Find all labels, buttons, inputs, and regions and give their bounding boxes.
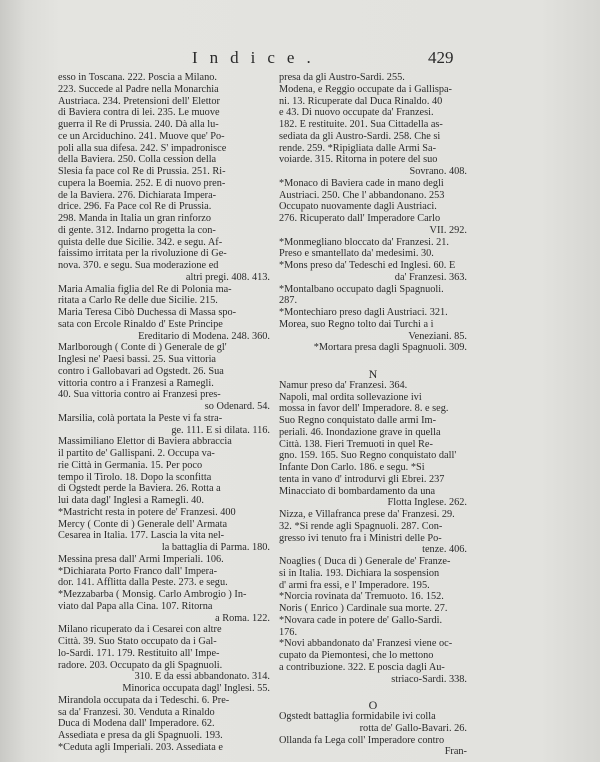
index-entry-line: la battaglia di Parma. 180. bbox=[161, 542, 270, 553]
index-entry-line: *Norcia rovinata da' Tremuoto. 16. 152. bbox=[279, 591, 444, 603]
index-entry-line: Massimiliano Elettor di Baviera abbraccia bbox=[58, 436, 232, 448]
index-entry-line: di Baviera contra di lei. 235. Le muove bbox=[58, 107, 220, 119]
index-entry-line: striaco-Sardi. 338. bbox=[391, 673, 467, 685]
index-entry-line: Milano ricuperato da i Cesarei con altre bbox=[58, 624, 222, 636]
index-entry-line: drice. 296. Fa Pace col Re di Prussia. bbox=[58, 201, 212, 213]
index-entry-line: Ereditario di Modena. 248. 360. bbox=[138, 330, 270, 342]
index-entry-line: radore. 203. Occupato da gli Spagnuoli. bbox=[58, 659, 223, 671]
index-entry-line: 287. bbox=[279, 295, 298, 307]
index-entry-line: mossa in favor dell' Imperadore. 8. e seg. bbox=[279, 403, 449, 415]
index-entry-line: 298. Manda in Italia un gran rinforzo bbox=[58, 213, 211, 224]
index-entry-line: Noaglies ( Duca di ) Generale de' Franze- bbox=[279, 556, 451, 567]
index-entry-line: il partito de' Gallispani. 2. Occupa va- bbox=[58, 448, 215, 459]
index-entry-line: *Monmegliano bloccato da' Franzesi. 21. bbox=[279, 236, 449, 248]
index-entry-line: Morea, suo Regno tolto dai Turchi a i bbox=[279, 318, 434, 330]
index-entry-line: *Ceduta agli Imperiali. 203. Assediata e bbox=[58, 741, 223, 753]
index-entry-line: *Montalbano occupato dagli Spagnuoli. bbox=[279, 283, 444, 295]
index-entry-line: Occupato nuovamente dagli Austriaci. bbox=[279, 201, 437, 213]
index-entry-line: ge. 111. E si dilata. 116. bbox=[171, 424, 270, 436]
index-entry-line: da' Franzesi. 363. bbox=[394, 271, 467, 283]
index-entry-line: so Odenard. 54. bbox=[204, 401, 270, 412]
index-entry-line: Ogstedt battaglia formidabile ivi colla bbox=[279, 711, 436, 722]
index-entry-line: Flotta Inglese. 262. bbox=[387, 497, 467, 509]
index-entry-line: *Novara cade in potere de' Gallo-Sardi. bbox=[279, 614, 443, 626]
index-entry-line: Austriaca. 234. Pretensioni dell' Elettor bbox=[58, 95, 220, 107]
index-column-right bbox=[279, 72, 467, 758]
index-entry-line: periali. 46. Inondazione grave in quella bbox=[279, 426, 441, 438]
index-entry-line: 223. Succede al Padre nella Monarchia bbox=[58, 83, 219, 95]
index-entry-line: sa da' Franzesi. 30. Venduta a Rinaldo bbox=[58, 706, 215, 718]
index-entry-line: Duca di Modena dall' Imperadore. 62. bbox=[58, 718, 215, 730]
index-entry-line: a Roma. 122. bbox=[215, 612, 270, 624]
index-entry-line: Fran- bbox=[444, 746, 467, 758]
index-entry-line: gresso ivi tenuto fra i Ministri delle Po- bbox=[279, 532, 442, 544]
index-entry-line: Città. 138. Fieri Tremuoti in quel Re- bbox=[279, 438, 433, 450]
index-entry-line: e 43. Di nuovo occupate da' Franzesi. bbox=[279, 107, 434, 119]
index-entry-line: lo-Sardi. 171. 179. Restituito all' Impe- bbox=[58, 647, 220, 659]
index-entry-line: Veneziani. 85. bbox=[408, 330, 467, 342]
index-entry-line: Namur preso da' Franzesi. 364. bbox=[279, 379, 408, 391]
index-entry-line: *Monaco di Baviera cade in mano degli bbox=[279, 177, 444, 189]
index-entry-line: 176. bbox=[279, 626, 298, 638]
index-entry-line: gno. 159. 165. Suo Regno conquistato dall' bbox=[279, 450, 457, 462]
index-entry-line: 182. E restituite. 201. Sua Cittadella as- bbox=[279, 119, 443, 130]
index-entry-line: di Ogstedt perde la Baviera. 26. Rotta a bbox=[58, 483, 221, 495]
index-entry-line: rotta de' Gallo-Bavari. 26. bbox=[359, 722, 467, 734]
index-entry-line: Assediata e presa da gli Spagnuoli. 193. bbox=[58, 730, 223, 741]
index-entry-line: della Baviera. 250. Colla cession della bbox=[58, 154, 217, 166]
index-entry-line: faissimo irritata per la rivoluzione di Ge- bbox=[58, 248, 227, 260]
index-entry-line: 310. E da essi abbandonato. 314. bbox=[134, 671, 270, 683]
index-entry-line: VII. 292. bbox=[429, 224, 467, 236]
index-entry-line: Suo Regno conquistato dalle armi Im- bbox=[279, 415, 436, 426]
index-entry-line: Marlborough ( Conte di ) Generale de gl' bbox=[58, 342, 227, 354]
index-entry-line: Inglesi ne' Paesi bassi. 25. Sua vittoria bbox=[58, 354, 217, 365]
index-entry-line: Modena, e Reggio occupate da i Gallispa- bbox=[279, 83, 452, 95]
index-entry-line: Mirandola occupata da i Tedeschi. 6. Pre- bbox=[58, 694, 230, 706]
index-entry-line: sata con Ercole Rinaldo d' Este Principe bbox=[58, 318, 223, 330]
index-entry-line: Sovrano. 408. bbox=[409, 166, 467, 177]
index-entry-line: 32. *Si rende agli Spagnuoli. 287. Con- bbox=[279, 520, 443, 532]
index-entry-line: voiarde. 315. Ritorna in potere del suo bbox=[279, 154, 438, 166]
index-entry-line: tempo il Tirolo. 18. Dopo la sconfitta bbox=[58, 471, 212, 483]
index-entry-line: cupato da Piemontesi, che lo mettono bbox=[279, 650, 434, 661]
index-entry-line: poli alla sua difesa. 242. S' impadronisce bbox=[58, 142, 227, 154]
index-column-left bbox=[58, 72, 270, 754]
index-entry-line: *Montechiaro preso dagli Austriaci. 321. bbox=[279, 307, 448, 318]
index-entry-line: *Mons preso da' Tedeschi ed Inglesi. 60. E bbox=[279, 260, 456, 271]
index-entry-line: presa da gli Austro-Sardi. 255. bbox=[279, 72, 405, 83]
index-entry-line: viato dal Papa alla Cina. 107. Ritorna bbox=[58, 600, 213, 612]
index-entry-line: Ollanda fa Lega coll' Imperadore contro bbox=[279, 734, 445, 746]
index-entry-line: nova. 370. e segu. Sua moderazione ed bbox=[58, 260, 219, 271]
index-entry-line: ritata a Carlo Re delle due Sicilie. 215. bbox=[58, 295, 218, 307]
page-number: 429 bbox=[428, 48, 454, 67]
index-entry-line: a contribuzione. 322. E poscia dagli Au- bbox=[279, 661, 445, 673]
index-entry-line: *Mezzabarba ( Monsig. Carlo Ambrogio ) In- bbox=[58, 589, 247, 600]
index-entry-line: altri pregi. 408. 413. bbox=[185, 271, 270, 283]
index-entry-line: si in Italia. 193. Dichiara la sospension bbox=[279, 567, 440, 579]
index-entry-line: Preso e smantellato da' medesimi. 30. bbox=[279, 248, 434, 260]
index-entry-line: *Novi abbandonato da' Franzesi viene oc- bbox=[279, 638, 453, 650]
index-entry-line: Minacciato di bombardamento da una bbox=[279, 485, 436, 497]
index-entry-line: tenze. 406. bbox=[422, 544, 467, 556]
index-entry-line: 40. Sua vittoria contro ai Franzesi pres- bbox=[58, 389, 221, 401]
index-entry-line: *Mortara presa dagli Spagnuoli. 309. bbox=[313, 342, 467, 354]
page-header bbox=[0, 48, 600, 68]
index-entry-line: dor. 141. Afflitta dalla Peste. 273. e segu. bbox=[58, 577, 228, 589]
index-entry-line: 276. Ricuperato dall' Imperadore Carlo bbox=[279, 213, 441, 224]
index-entry-line: guerra il Re di Prussia. 240. Dà alla lu- bbox=[58, 119, 219, 130]
index-entry-line: Napoli, mal ordita sollevazione ivi bbox=[279, 391, 422, 403]
index-entry-line: esso in Toscana. 222. Poscia a Milano. bbox=[58, 72, 217, 83]
index-entry-line: Mercy ( Conte di ) Generale dell' Armata bbox=[58, 518, 228, 530]
index-entry-line: lui data dagl' Inglesi a Rameglì. 40. bbox=[58, 495, 204, 506]
index-entry-line: *Dichiarata Porto Franco dall' Impera- bbox=[58, 565, 218, 577]
index-entry-line: quista delle due Sicilie. 342. e segu. Af- bbox=[58, 236, 223, 248]
index-entry-line: vittoria contro a i Franzesi a Ramegli. bbox=[58, 377, 214, 389]
index-entry-line: *Mastricht resta in potere de' Franzesi. 400 bbox=[58, 506, 236, 518]
index-entry-line: Maria Teresa Cibò Duchessa di Massa spo- bbox=[58, 307, 237, 318]
index-entry-line: rie Città in Germania. 15. Per poco bbox=[58, 459, 203, 471]
index-entry-line: contro i Gallobavari ad Ogstedt. 26. Sua bbox=[58, 365, 224, 377]
running-title: Indice. bbox=[192, 48, 323, 67]
index-entry-line: Città. 39. Suo Stato occupato da i Gal- bbox=[58, 636, 217, 647]
index-entry-line: tenta in vano d' introdurvi gli Ebrei. 237 bbox=[279, 473, 445, 485]
index-entry-line: Slesia fa pace col Re di Prussia. 251. Ri- bbox=[58, 166, 226, 177]
index-entry-line: d' armi fra essi, e l' Imperadore. 195. bbox=[279, 579, 430, 591]
index-entry-line: Austriaci. 250. Che l' abbandonano. 253 bbox=[279, 189, 445, 201]
index-entry-line: sediata da gli Austro-Sardi. 258. Che si bbox=[279, 130, 441, 142]
index-entry-line: Infante Don Carlo. 186. e segu. *Si bbox=[279, 462, 425, 473]
index-entry-line: Maria Amalia figlia del Re di Polonia ma- bbox=[58, 283, 232, 295]
index-section-letter: O bbox=[368, 698, 378, 711]
index-entry-line: ni. 13. Ricuperate dal Duca Rinaldo. 40 bbox=[279, 95, 443, 107]
index-entry-line: Cesarea in Italia. 177. Lascia la vita nel- bbox=[58, 530, 225, 542]
index-entry-line: Marsilia, colà portata la Peste vi fa stra- bbox=[58, 412, 223, 424]
index-entry-line: di gente. 312. Indarno progetta la con- bbox=[58, 224, 216, 236]
index-entry-line: Messina presa dall' Armi Imperiali. 106. bbox=[58, 553, 224, 565]
index-entry-line: Nizza, e Villafranca prese da' Franzesi. 29. bbox=[279, 509, 455, 520]
index-entry-line: ce un Arciduchino. 241. Muove que' Po- bbox=[58, 130, 225, 142]
index-entry-line: rende. 259. *Ripigliata dalle Armi Sa- bbox=[279, 142, 436, 154]
index-entry-line bbox=[279, 685, 467, 697]
index-entry-line: cupera la Boemia. 252. E di nuovo pren- bbox=[58, 177, 226, 189]
index-section-letter: N bbox=[368, 366, 378, 380]
index-entry-line: Noris ( Enrico ) Cardinale sua morte. 27. bbox=[279, 603, 448, 614]
index-entry-line: Minorica occupata dagl' Inglesi. 55. bbox=[122, 683, 270, 694]
index-entry-line bbox=[279, 354, 467, 366]
index-entry-line: de la Baviera. 276. Dichiarata Impera- bbox=[58, 189, 217, 201]
